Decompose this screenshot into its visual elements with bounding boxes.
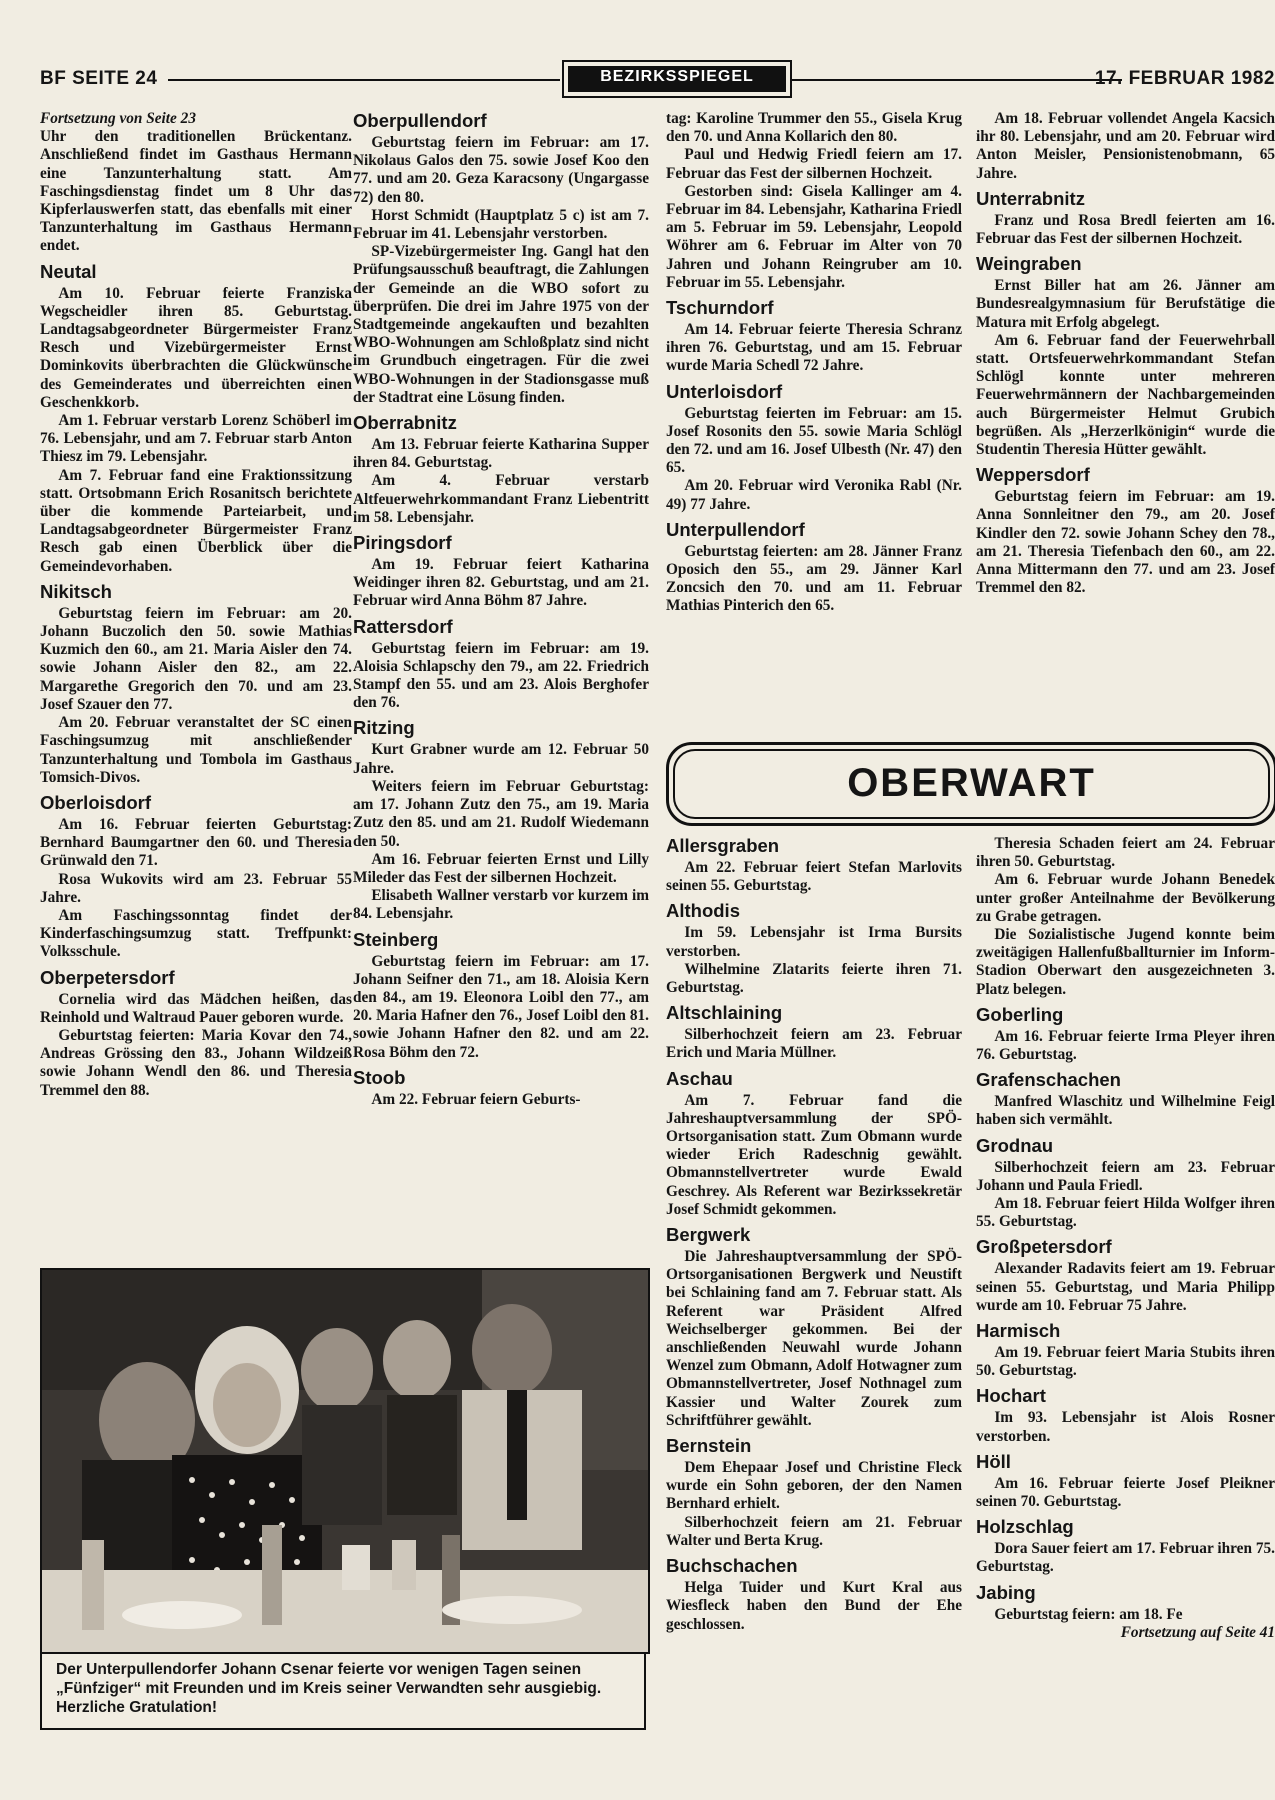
article-paragraph: Geburtstag feierten: Maria Kovar den 74., Andreas Grössing den 83., Johann Wildzeiß sowie Johann Wendl den 86. und Theresia Tremmel den 88. [40,1026,352,1099]
article-paragraph: Geburtstag feiern im Februar: am 20. Johann Buczolich den 50. sowie Mathias Kuzmich den 60., am 21. Maria Aisler den 74. sowie Johann Aisler den 82., am 22. Margarethe Gregorich den 70. und am 23. Josef Szauer den 77. [40,604,352,713]
article-paragraph: Theresia Schaden feiert am 24. Februar ihren 50. Geburtstag. [976,835,1275,871]
section-label-box [562,60,792,98]
article-paragraph: Am 20. Februar wird Veronika Rabl (Nr. 49) 77 Jahre. [666,477,962,513]
article-paragraph: Am 6. Februar fand der Feuerwehrball statt. Ortsfeuerwehrkommandant Stefan Schlögl konnte unter mehreren Feuerwehrmännern der Nachbargemeinden auch Bürgermeister Helmut Grubich begrüßen. Als „Herzerlkönigin“ wurde die Studentin Theresia Hütter gewählt. [976,331,1275,459]
article-paragraph: Im 93. Lebensjahr ist Alois Rosner verstorben. [976,1409,1275,1445]
locality-heading-buchschachen: Buchschachen [666,1555,798,1577]
locality-heading-allersgraben: Allersgraben [666,835,780,856]
locality-heading-jabing: Jabing [976,1581,1036,1603]
locality-heading-hochart: Hochart [976,1385,1046,1407]
locality-heading-altschlaining: Altschlaining [666,1002,783,1024]
district-banner-title: OBERWART [673,749,1270,819]
article-paragraph: Am 6. Februar wurde Johann Benedek unter großer Anteilnahme der Bevölkerung zu Grabe getragen. [976,871,1275,925]
oberwart-column-1 [666,835,962,1634]
locality-heading-aschau: Aschau [666,1067,733,1089]
locality-heading-tschurndorf: Tschurndorf [666,297,774,319]
article-paragraph: Geburtstag feiern: am 18. Fe [994,1605,1183,1623]
article-paragraph: Die Sozialistische Jugend konnte beim zweitägigen Hallenfußballturnier im Inform-Stadion Oberwart den ausgezeichneten 3. Platz belegen. [976,926,1275,998]
article-paragraph: Am 7. Februar fand eine Fraktionssitzung statt. Ortsobmann Erich Rosanitsch berichtete über die kommende Parteiarbeit, und Landtagsabgeordneter Bürgermeister Franz Resch gab einen Überblick über die Gemeindevorhaben. [40,466,352,575]
locality-heading-oberloisdorf: Oberloisdorf [40,791,152,813]
article-paragraph: Ernst Biller hat am 26. Jänner am Bundesrealgymnasium für Berufstätige die Matura mit Erfolg abgelegt. [976,277,1275,331]
page-number: BF SEITE 24 [40,68,158,89]
article-paragraph: Paul und Hedwig Friedl feiern am 17. Februar das Fest der silbernen Hochzeit. [666,146,962,182]
section-label: BEZIRKSSPIEGEL [568,66,786,92]
article-paragraph: tag: Karoline Trummer den 55., Gisela Krug den 70. und Anna Kollarich den 80. [666,110,962,146]
party-photo [40,1268,650,1654]
article-paragraph: Silberhochzeit feiern am 21. Februar Walter und Berta Krug. [666,1513,962,1549]
locality-heading-oberpullendorf: Oberpullendorf [353,110,487,131]
article-paragraph: SP-Vizebürgermeister Ing. Gangl hat den Prüfungsausschuß beauftragt, die Zahlungen der Gemeinde an die WBO sofort zu überprüfen. Die drei im Jahre 1975 von der Stadtgemeinde angekauften und bezahlten WBO-Wohnungen am Schloßplatz sind nicht im Grundbuch eingetragen. Für die zwei WBO-Wohnungen in der Stadionsgasse muß der Stadtrat eine Lösung finden. [353,243,649,406]
locality-heading-oberpetersdorf: Oberpetersdorf [40,966,175,988]
article-paragraph: Weiters feiern im Februar Geburtstag: am 17. Johann Zutz den 75., am 19. Maria Zutz den 85. und am 21. Rudolf Wiedemann den 50. [353,777,649,850]
locality-heading-hoell: Höll [976,1450,1011,1472]
locality-heading-neutal: Neutal [40,260,97,282]
article-paragraph: Im 59. Lebensjahr ist Irma Bursits verstorben. [666,924,962,960]
article-paragraph: Am 16. Februar feierten Ernst und Lilly Mileder das Fest der silbernen Hochzeit. [353,850,649,886]
locality-heading-steinberg: Steinberg [353,928,439,950]
locality-heading-goberling: Goberling [976,1003,1064,1025]
header-rule-left [168,79,560,81]
locality-heading-bergwerk: Bergwerk [666,1224,751,1246]
locality-heading-holzschlag: Holzschlag [976,1516,1074,1538]
photo-caption: Der Unterpullendorfer Johann Csenar feierte vor wenigen Tagen seinen „Fünfziger“ mit Freunden und im Kreis seiner Verwandten sehr ausgiebig. Herzliche Gratulation! [40,1653,646,1730]
article-paragraph: Gestorben sind: Gisela Kallinger am 4. Februar im 84. Lebensjahr, Katharina Friedl am 5. Februar im 59. Lebensjahr, Leopold Wöhrer am 6. Februar im Alter von 70 Jahren und Johann Reingruber am 10. Februar im 55. Lebensjahr. [666,182,962,291]
locality-heading-unterrabnitz: Unterrabnitz [976,187,1085,209]
article-paragraph: Am 7. Februar fand die Jahreshauptversammlung der SPÖ-Ortsorganisation statt. Zum Obmann wurde wieder Erich Radeschnig gewählt. Obmannstellvertreter wurde Ewald Geschrey. Als Referent war Bezirkssekretär Josef Schmidt gekommen. [666,1091,962,1218]
column-3 [666,110,962,616]
article-paragraph: Am 18. Februar vollendet Angela Kacsich ihr 80. Lebensjahr, und am 20. Februar wird Anton Meisler, Pensionistenobmann, 65 Jahre. [976,110,1275,182]
locality-heading-althodis: Althodis [666,900,740,922]
locality-heading-grafenschachen: Grafenschachen [976,1069,1121,1091]
article-paragraph: Am 13. Februar feierte Katharina Supper ihren 84. Geburtstag. [353,436,649,472]
locality-heading-nikitsch: Nikitsch [40,580,112,602]
locality-heading-unterloisdorf: Unterloisdorf [666,380,783,402]
issue-date: 17. FEBRUAR 1982 [1094,68,1275,89]
column-4 [976,110,1275,597]
article-paragraph: Die Jahreshauptversammlung der SPÖ-Ortsorganisationen Bergwerk und Neustift bei Schlaining fand am 7. Februar statt. Als Referent war Präsident Alfred Weichselberger gekommen. Bei der anschließenden Neuwahl wurde Johann Wenzel zum Obmann, Adolf Hotwagner zum Obmannstellvertreter, Josef Nothnagel zum Kassier und Walter Zourek zum Schriftführer gewählt. [666,1248,962,1429]
article-paragraph: Geburtstag feiern im Februar: am 17. Nikolaus Galos den 75. sowie Josef Koo den 77. und am 20. Geza Karacsony (Ungargasse 72) den 80. [353,134,649,206]
article-paragraph: Geburtstag feiern im Februar: am 19. Aloisia Schlapschy den 79., am 22. Friedrich Stampf den 55. und am 23. Alois Berghofer den 76. [353,639,649,712]
article-paragraph: Am 1. Februar verstarb Lorenz Schöberl im 76. Lebensjahr, und am 7. Februar starb Anton Thiesz im 79. Lebensjahr. [40,412,352,466]
locality-heading-rattersdorf: Rattersdorf [353,615,453,637]
article-paragraph: Wilhelmine Zlatarits feierte ihren 71. Geburtstag. [666,960,962,997]
article-paragraph: Helga Tuider und Kurt Kral aus Wiesfleck haben den Bund der Ehe geschlossen. [666,1579,962,1633]
article-paragraph: Am 16. Februar feierte Irma Pleyer ihren 76. Geburtstag. [976,1027,1275,1064]
page-header [40,60,1275,100]
party-photo-illustration [42,1270,648,1652]
article-paragraph: Cornelia wird das Mädchen heißen, das Reinhold und Waltraud Pauer geboren wurde. [40,990,352,1026]
article-paragraph: Alexander Radavits feiert am 19. Februar seinen 55. Geburtstag, und Maria Philipp wurde am 10. Februar 75 Jahre. [976,1260,1275,1314]
locality-heading-ritzing: Ritzing [353,717,415,739]
locality-heading-piringsdorf: Piringsdorf [353,532,452,554]
locality-heading-weingraben: Weingraben [976,253,1082,275]
article-paragraph: Am 10. Februar feierte Franziska Wegscheidler ihren 85. Geburtstag. Landtagsabgeordneter Bürgermeister Franz Resch und Vizebürgermeister Ernst Dominkovits überbrachten die Glückwünsche des Gemeinderates und überreichten einen Geschenkkorb. [40,284,352,411]
article-paragraph: Am 18. Februar feiert Hilda Wolfger ihren 55. Geburtstag. [976,1195,1275,1231]
article-paragraph: Geburtstag feierten: am 28. Jänner Franz Oposich den 55., am 29. Jänner Karl Zoncsich den 70. und am 11. Februar Mathias Pinterich den 65. [666,542,962,615]
article-paragraph: Horst Schmidt (Hauptplatz 5 c) ist am 7. Februar im 41. Lebensjahr verstorben. [353,206,649,243]
continued-from: Fortsetzung von Seite 23 [40,110,196,127]
locality-heading-weppersdorf: Weppersdorf [976,464,1090,486]
article-paragraph: Manfred Wlaschitz und Wilhelmine Feigl haben sich vermählt. [976,1093,1275,1129]
article-paragraph: Geburtstag feiern im Februar: am 17. Johann Seifner den 71., am 18. Aloisia Kern den 84., am 19. Eleonora Loibl den 77., am 20. Maria Hafner den 76., Josef Loibl den 81. sowie Johann Hafner den 82. und am 22. Rosa Böhm den 72. [353,952,649,1061]
district-banner [666,742,1275,826]
article-paragraph: Am 22. Februar feiern Geburts- [371,1090,581,1108]
article-paragraph: Uhr den traditionellen Brückentanz. Anschließend findet im Gasthaus Hermann eine Tanzunterhaltung statt. Am Faschingsdienstag findet um 8 Uhr das Kipferlauswerfen statt, das ebenfalls mit einer Tanzunterhaltung im Gasthaus Hermann endet. [40,128,352,255]
article-paragraph: Am 16. Februar feierte Josef Pleikner seinen 70. Geburtstag. [976,1474,1275,1511]
article-paragraph: Am 4. Februar verstarb Altfeuerwehrkommandant Franz Liebentritt im 58. Lebensjahr. [353,472,649,526]
article-paragraph: Am 14. Februar feierte Theresia Schranz ihren 76. Geburtstag, und am 15. Februar wurde Maria Schedl 72 Jahre. [666,321,962,375]
article-paragraph: Am 16. Februar feierten Geburtstag: Bernhard Baumgartner den 60. und Theresia Grünwald den 71. [40,815,352,870]
locality-heading-oberrabnitz: Oberrabnitz [353,412,457,434]
article-paragraph: Franz und Rosa Bredl feierten am 16. Februar das Fest der silbernen Hochzeit. [976,211,1275,248]
locality-heading-grodnau: Grodnau [976,1134,1054,1156]
article-paragraph: Dem Ehepaar Josef und Christine Fleck wurde ein Sohn geboren, der den Namen Bernhard erhielt. [666,1459,962,1513]
article-paragraph: Elisabeth Wallner verstarb vor kurzem im 84. Lebensjahr. [353,887,649,923]
article-paragraph: Dora Sauer feiert am 17. Februar ihren 75. Geburtstag. [976,1540,1275,1576]
article-paragraph: Silberhochzeit feiern am 23. Februar Erich und Maria Müllner. [666,1026,962,1062]
oberwart-column-2 [976,835,1275,1642]
article-paragraph: Rosa Wukovits wird am 23. Februar 55 Jahre. [40,870,352,906]
column-2 [353,110,649,1109]
article-paragraph: Kurt Grabner wurde am 12. Februar 50 Jahre. [353,741,649,777]
article-paragraph: Geburtstag feiern im Februar: am 19. Anna Sonnleitner den 79., am 20. Josef Kindler den 72. sowie Johann Schey den 78., am 21. Theresia Tiefenbach den 60., am 22. Anna Mittermann den 77. und am 23. Josef Tremmel den 82. [976,488,1275,597]
column-1 [40,110,352,1100]
article-paragraph: Am 19. Februar feiert Maria Stubits ihren 50. Geburtstag. [976,1344,1275,1380]
article-paragraph: Am 19. Februar feiert Katharina Weidinger ihren 82. Geburtstag, und am 21. Februar wird Anna Böhm 87 Jahre. [353,556,649,610]
article-paragraph: Am 20. Februar veranstaltet der SC einen Faschingsumzug mit anschließender Tanzunterhaltung und Tombola im Gasthaus Tomsich-Divos. [40,714,352,786]
locality-heading-grosspetersdorf: Großpetersdorf [976,1236,1112,1258]
locality-heading-harmisch: Harmisch [976,1320,1061,1342]
article-paragraph: Silberhochzeit feiern am 23. Februar Johann und Paula Friedl. [976,1158,1275,1194]
article-paragraph: Am Faschingssonntag findet der Kinderfaschingsumzug statt. Treffpunkt: Volksschule. [40,906,352,961]
article-paragraph: Am 22. Februar feiert Stefan Marlovits seinen 55. Geburtstag. [666,859,962,895]
locality-heading-unterpullendorf: Unterpullendorf [666,518,805,540]
locality-heading-stoob: Stoob [353,1066,406,1088]
article-paragraph: Geburtstag feierten im Februar: am 15. Josef Rosonits den 55. sowie Maria Schlögl den 72. und am 16. Josef Ulbesth (Nr. 47) den 65. [666,404,962,477]
continued-on: Fortsetzung auf Seite 41 [1120,1623,1275,1641]
locality-heading-bernstein: Bernstein [666,1435,752,1457]
header-rule-right [792,79,1122,81]
